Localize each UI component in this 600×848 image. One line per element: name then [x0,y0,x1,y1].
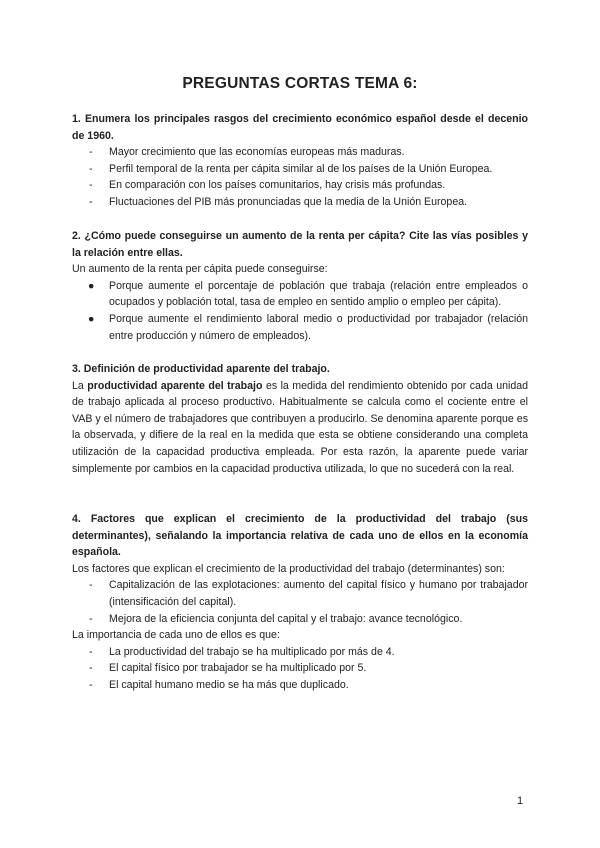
question-3-answer: La productividad aparente del trabajo es la medida del rendimiento obtenido por cada unidad de trabajo aplicada al proceso productivo. Habitualmente se calcula como el cociente entre el VAB y el número de trabajadores que contribuyen a producirlo. Se denomina aparente porque es la observada, y difiere de la real en la medida que esta se obtiene considerando una completa utilización de la capacidad productiva empleada. Por esta razón, la aparente puede variar simplemente por cambios en la capacidad productiva utilizada, lo que no sucederá con la real. [72,379,529,475]
list-item: ● Porque aumente el rendimiento laboral medio o productividad por trabajador (relación entre producción y número de empleados). [88,312,528,342]
question-1-section [72,111,528,211]
page-title: PREGUNTAS CORTAS TEMA 6: [182,75,418,92]
dash-marker: - [89,579,93,592]
dash-marker: - [89,612,93,625]
question-2-intro: Un aumento de la renta per cápita puede conseguirse: [72,263,328,276]
list-item: - Fluctuaciones del PIB más pronunciadas que la media de la Unión Europea. [72,194,528,211]
dash-marker: - [89,195,93,208]
list-item: - Capitalización de las explotaciones: aumento del capital físico y humano por trabajador (intensificación del capital). [89,579,528,608]
question-4-list-2 [72,644,528,694]
question-1-heading: 1. Enumera los principales rasgos del crecimiento económico español desde el decenio de 1960. [72,113,528,142]
dash-marker: - [89,678,93,691]
defined-term: productividad aparente del trabajo [87,379,263,392]
dash-marker: - [89,662,93,675]
list-item: - Mayor crecimiento que las economías europeas más maduras. [72,144,528,161]
question-4-list [72,577,528,627]
dash-marker: - [89,645,93,658]
bullet-marker: ● [88,279,95,292]
question-4-section [72,511,528,694]
list-item: - El capital humano medio se ha más que duplicado. [72,677,528,694]
question-2-list [72,278,528,344]
question-4-intro: Los factores que explican el crecimiento de la productividad del trabajo (determinantes) son: [72,562,505,575]
dash-marker: - [89,146,93,159]
list-item: - La productividad del trabajo se ha multiplicado por más de 4. [72,644,528,661]
dash-marker: - [89,179,93,192]
question-3-heading: 3. Definición de productividad aparente del trabajo. [72,363,330,375]
question-1-list [72,144,528,210]
list-item: - Mejora de la eficiencia conjunta del capital y el trabajo: avance tecnológico. [72,611,528,628]
question-3-section [72,361,528,477]
question-4-intro-2: La importancia de cada uno de ellos es que: [72,629,280,642]
list-item: - Perfil temporal de la renta per cápita similar al de los países de la Unión Europea. [72,161,528,178]
list-item: ● Porque aumente el porcentaje de población que trabaja (relación entre empleados o ocupados y población total, tasa de empleo en sentido amplio o empleo per cápita). [88,279,528,309]
question-2-section [72,228,528,344]
dash-marker: - [89,162,93,175]
list-item: - En comparación con los países comunitarios, hay crisis más profundas. [72,177,528,194]
question-2-heading: 2. ¿Cómo puede conseguirse un aumento de la renta per cápita? Cite las vías posibles y la relación entre ellas. [72,230,528,259]
bullet-marker: ● [88,312,95,325]
question-4-heading: 4. Factores que explican el crecimiento de la productividad del trabajo (sus determinantes), señalando la importancia relativa de cada uno de ellos en la economía española. [72,513,528,559]
list-item: - El capital físico por trabajador se ha multiplicado por 5. [72,660,528,677]
page-number: 1 [517,795,524,807]
